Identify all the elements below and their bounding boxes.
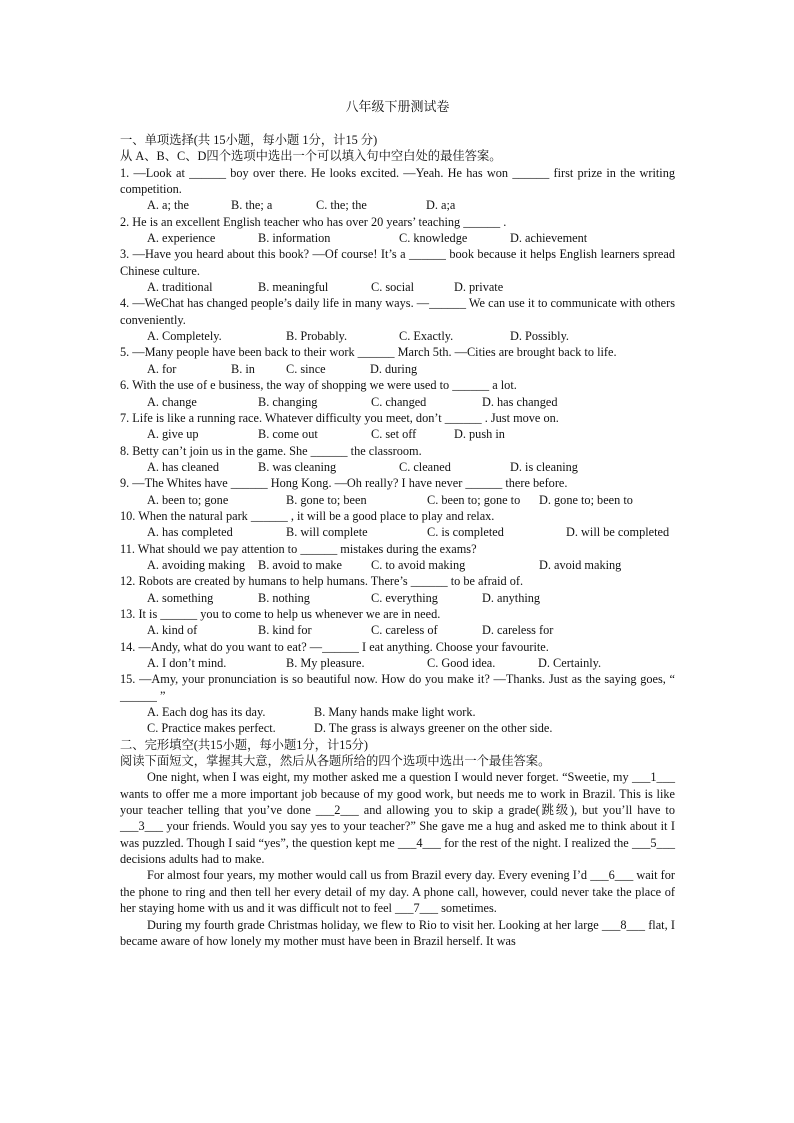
option-c: C. Good idea. xyxy=(427,656,496,670)
option-d: D. careless for xyxy=(482,623,554,638)
option-a: A. has completed xyxy=(147,525,233,540)
question-item xyxy=(120,671,675,736)
option-a: A. a; the xyxy=(147,198,190,213)
section-1-heading: 一、单项选择(共 15小题，每小题 1分，计15 分) xyxy=(120,133,378,147)
question-text: 13. It is ______ you to come to help us whenever we are in need. xyxy=(120,606,441,621)
option-b: B. the; a xyxy=(231,198,273,213)
question-text: 1. —Look at ______ boy over there. He looks excited. —Yeah. He has won ______ first prize in the writing competition. xyxy=(120,165,675,197)
question-text: 8. Betty can’t join us in the game. She ______ the classroom. xyxy=(120,443,422,458)
option-d: D. Possibly. xyxy=(510,329,569,344)
option-c: C. since xyxy=(286,361,326,376)
option-b: B. kind for xyxy=(258,623,312,638)
option-a: A. I don’t mind. xyxy=(147,656,227,670)
option-d: D. a;a xyxy=(426,198,456,213)
option-c: C. knowledge xyxy=(399,231,468,246)
question-text: 12. Robots are created by humans to help humans. There’s ______ to be afraid of. xyxy=(120,574,524,589)
test-paper xyxy=(120,96,675,949)
option-c: C. been to; gone to xyxy=(427,492,521,507)
option-a: A. change xyxy=(147,394,197,409)
question-item xyxy=(120,639,675,672)
question-text: 9. —The Whites have ______ Hong Kong. —Oh really? I have never ______ there before. xyxy=(120,476,568,491)
question-text: 7. Life is like a running race. Whatever difficulty you meet, don’t ______ . Just move on. xyxy=(120,410,559,425)
question-text: 14. —Andy, what do you want to eat? —______ I eat anything. Choose your favourite. xyxy=(120,639,549,654)
option-d: D. The grass is always greener on the other side. xyxy=(314,721,553,736)
option-b: B. avoid to make xyxy=(258,557,343,572)
question-text: 15. —Amy, your pronunciation is so beautiful now. How do you make it? —Thanks. Just as the saying goes, “ ______ ” xyxy=(120,672,675,703)
option-a: A. been to; gone xyxy=(147,492,229,507)
option-c: C. changed xyxy=(371,394,427,409)
option-a: A. has cleaned xyxy=(147,459,220,474)
section-2-instruction: 阅读下面短文，掌握其大意，然后从各题所给的四个选项中选出一个最佳答案。 xyxy=(120,754,551,769)
option-b: B. Probably. xyxy=(286,329,348,344)
question-item xyxy=(120,541,675,574)
option-b: B. nothing xyxy=(258,590,310,605)
question-item xyxy=(120,606,675,639)
option-a: A. traditional xyxy=(147,280,213,295)
option-b: B. will complete xyxy=(286,525,368,540)
passage-paragraph: For almost four years, my mother would call us from Brazil every day. Every evening I’d ___6___ wait for the phone to ring and then tell her every detail of my day. A phone call, however, could never take the place of her staying home with us and it was difficult not to feel ___7___ sometimes. xyxy=(120,868,675,916)
option-a: A. give up xyxy=(147,427,199,442)
option-b: B. was cleaning xyxy=(258,459,337,474)
option-d: D. Certainly. xyxy=(538,656,602,670)
option-b: B. Many hands make light work. xyxy=(314,705,476,720)
question-item xyxy=(120,165,675,214)
question-item xyxy=(120,573,675,606)
option-a: A. Completely. xyxy=(147,329,222,344)
option-a: A. something xyxy=(147,590,214,605)
option-d: D. push in xyxy=(454,427,505,442)
option-d: D. during xyxy=(370,361,418,376)
option-d: D. avoid making xyxy=(539,557,622,572)
option-c: C. careless of xyxy=(371,623,438,638)
question-item xyxy=(120,410,675,443)
option-d: D. will be completed xyxy=(566,525,670,540)
option-c: C. cleaned xyxy=(399,459,451,474)
question-text: 4. —WeChat has changed people’s daily life in many ways. —______ We can use it to communicate with others conveniently. xyxy=(120,296,675,327)
option-d: D. has changed xyxy=(482,394,558,409)
section-2-heading: 二、完形填空(共15小题，每小题1分，计15分) xyxy=(120,737,368,752)
option-b: B. changing xyxy=(258,394,318,409)
question-item xyxy=(120,508,675,541)
option-d: D. gone to; been to xyxy=(539,492,633,507)
option-c: C. the; the xyxy=(316,198,367,213)
option-c: C. to avoid making xyxy=(371,557,466,572)
option-b: B. meaningful xyxy=(258,280,329,295)
option-a: A. experience xyxy=(147,231,216,246)
question-item xyxy=(120,475,675,508)
option-a: A. kind of xyxy=(147,623,198,638)
option-c: C. everything xyxy=(371,590,438,605)
question-list xyxy=(120,165,675,737)
option-c: C. Practice makes perfect. xyxy=(147,721,276,736)
option-d: D. anything xyxy=(482,590,541,605)
option-b: B. come out xyxy=(258,427,318,442)
option-a: A. Each dog has its day. xyxy=(147,705,266,720)
passage-paragraph: During my fourth grade Christmas holiday, we flew to Rio to visit her. Looking at her large ___8___ flat, I became aware of how lonely my mother must have been in Brazil herself. It was xyxy=(120,917,675,948)
cloze-passage xyxy=(120,769,675,949)
question-text: 3. —Have you heard about this book? —Of course! It’s a ______ book because it helps English learners spread Chinese culture. xyxy=(120,247,675,278)
option-b: B. My pleasure. xyxy=(286,656,365,670)
question-item xyxy=(120,443,675,476)
question-text: 6. With the use of e business, the way of shopping we were used to ______ a lot. xyxy=(120,378,517,393)
option-a: A. for xyxy=(147,361,177,376)
question-text: 5. —Many people have been back to their work ______ March 5th. —Cities are brought back to life. xyxy=(120,345,617,360)
option-c: C. social xyxy=(371,280,415,295)
option-d: D. private xyxy=(454,280,504,295)
option-b: B. in xyxy=(231,361,255,376)
question-item xyxy=(120,344,675,377)
option-b: B. information xyxy=(258,231,331,246)
question-text: 2. He is an excellent English teacher who has over 20 years’ teaching ______ . xyxy=(120,214,507,229)
question-text: 10. When the natural park ______ , it will be a good place to play and relax. xyxy=(120,508,495,523)
option-b: B. gone to; been xyxy=(286,492,367,507)
option-d: D. achievement xyxy=(510,231,588,246)
question-item xyxy=(120,295,675,344)
option-a: A. avoiding making xyxy=(147,557,246,572)
passage-paragraph: One night, when I was eight, my mother asked me a question I would never forget. “Sweetie, my ___1___ wants to offer me a more important job because of my good work, but needs me to work in Brazil. This is like your teacher telling that you’ve done ___2___ and allowing you to skip a grade(跳级), but you’ll have to ___3___ your friends. Would you say yes to your teacher?” She gave me a hug and asked me to think about it I was puzzled. Though I said “yes”, the question kept me ___4___ for the rest of the night. I realized the ___5___ decisions adults had to make. xyxy=(120,770,675,867)
option-c: C. is completed xyxy=(427,525,504,540)
question-item xyxy=(120,377,675,410)
option-c: C. Exactly. xyxy=(399,329,454,344)
question-text: 11. What should we pay attention to ______ mistakes during the exams? xyxy=(120,541,477,556)
question-item xyxy=(120,246,675,295)
option-d: D. is cleaning xyxy=(510,459,578,474)
option-c: C. set off xyxy=(371,427,417,442)
question-item xyxy=(120,214,675,247)
section-1-instruction: 从 A、B、C、D四个选项中选出一个可以填入句中空白处的最佳答案。 xyxy=(120,149,502,164)
page-title: 八年级下册测试卷 xyxy=(345,99,450,114)
